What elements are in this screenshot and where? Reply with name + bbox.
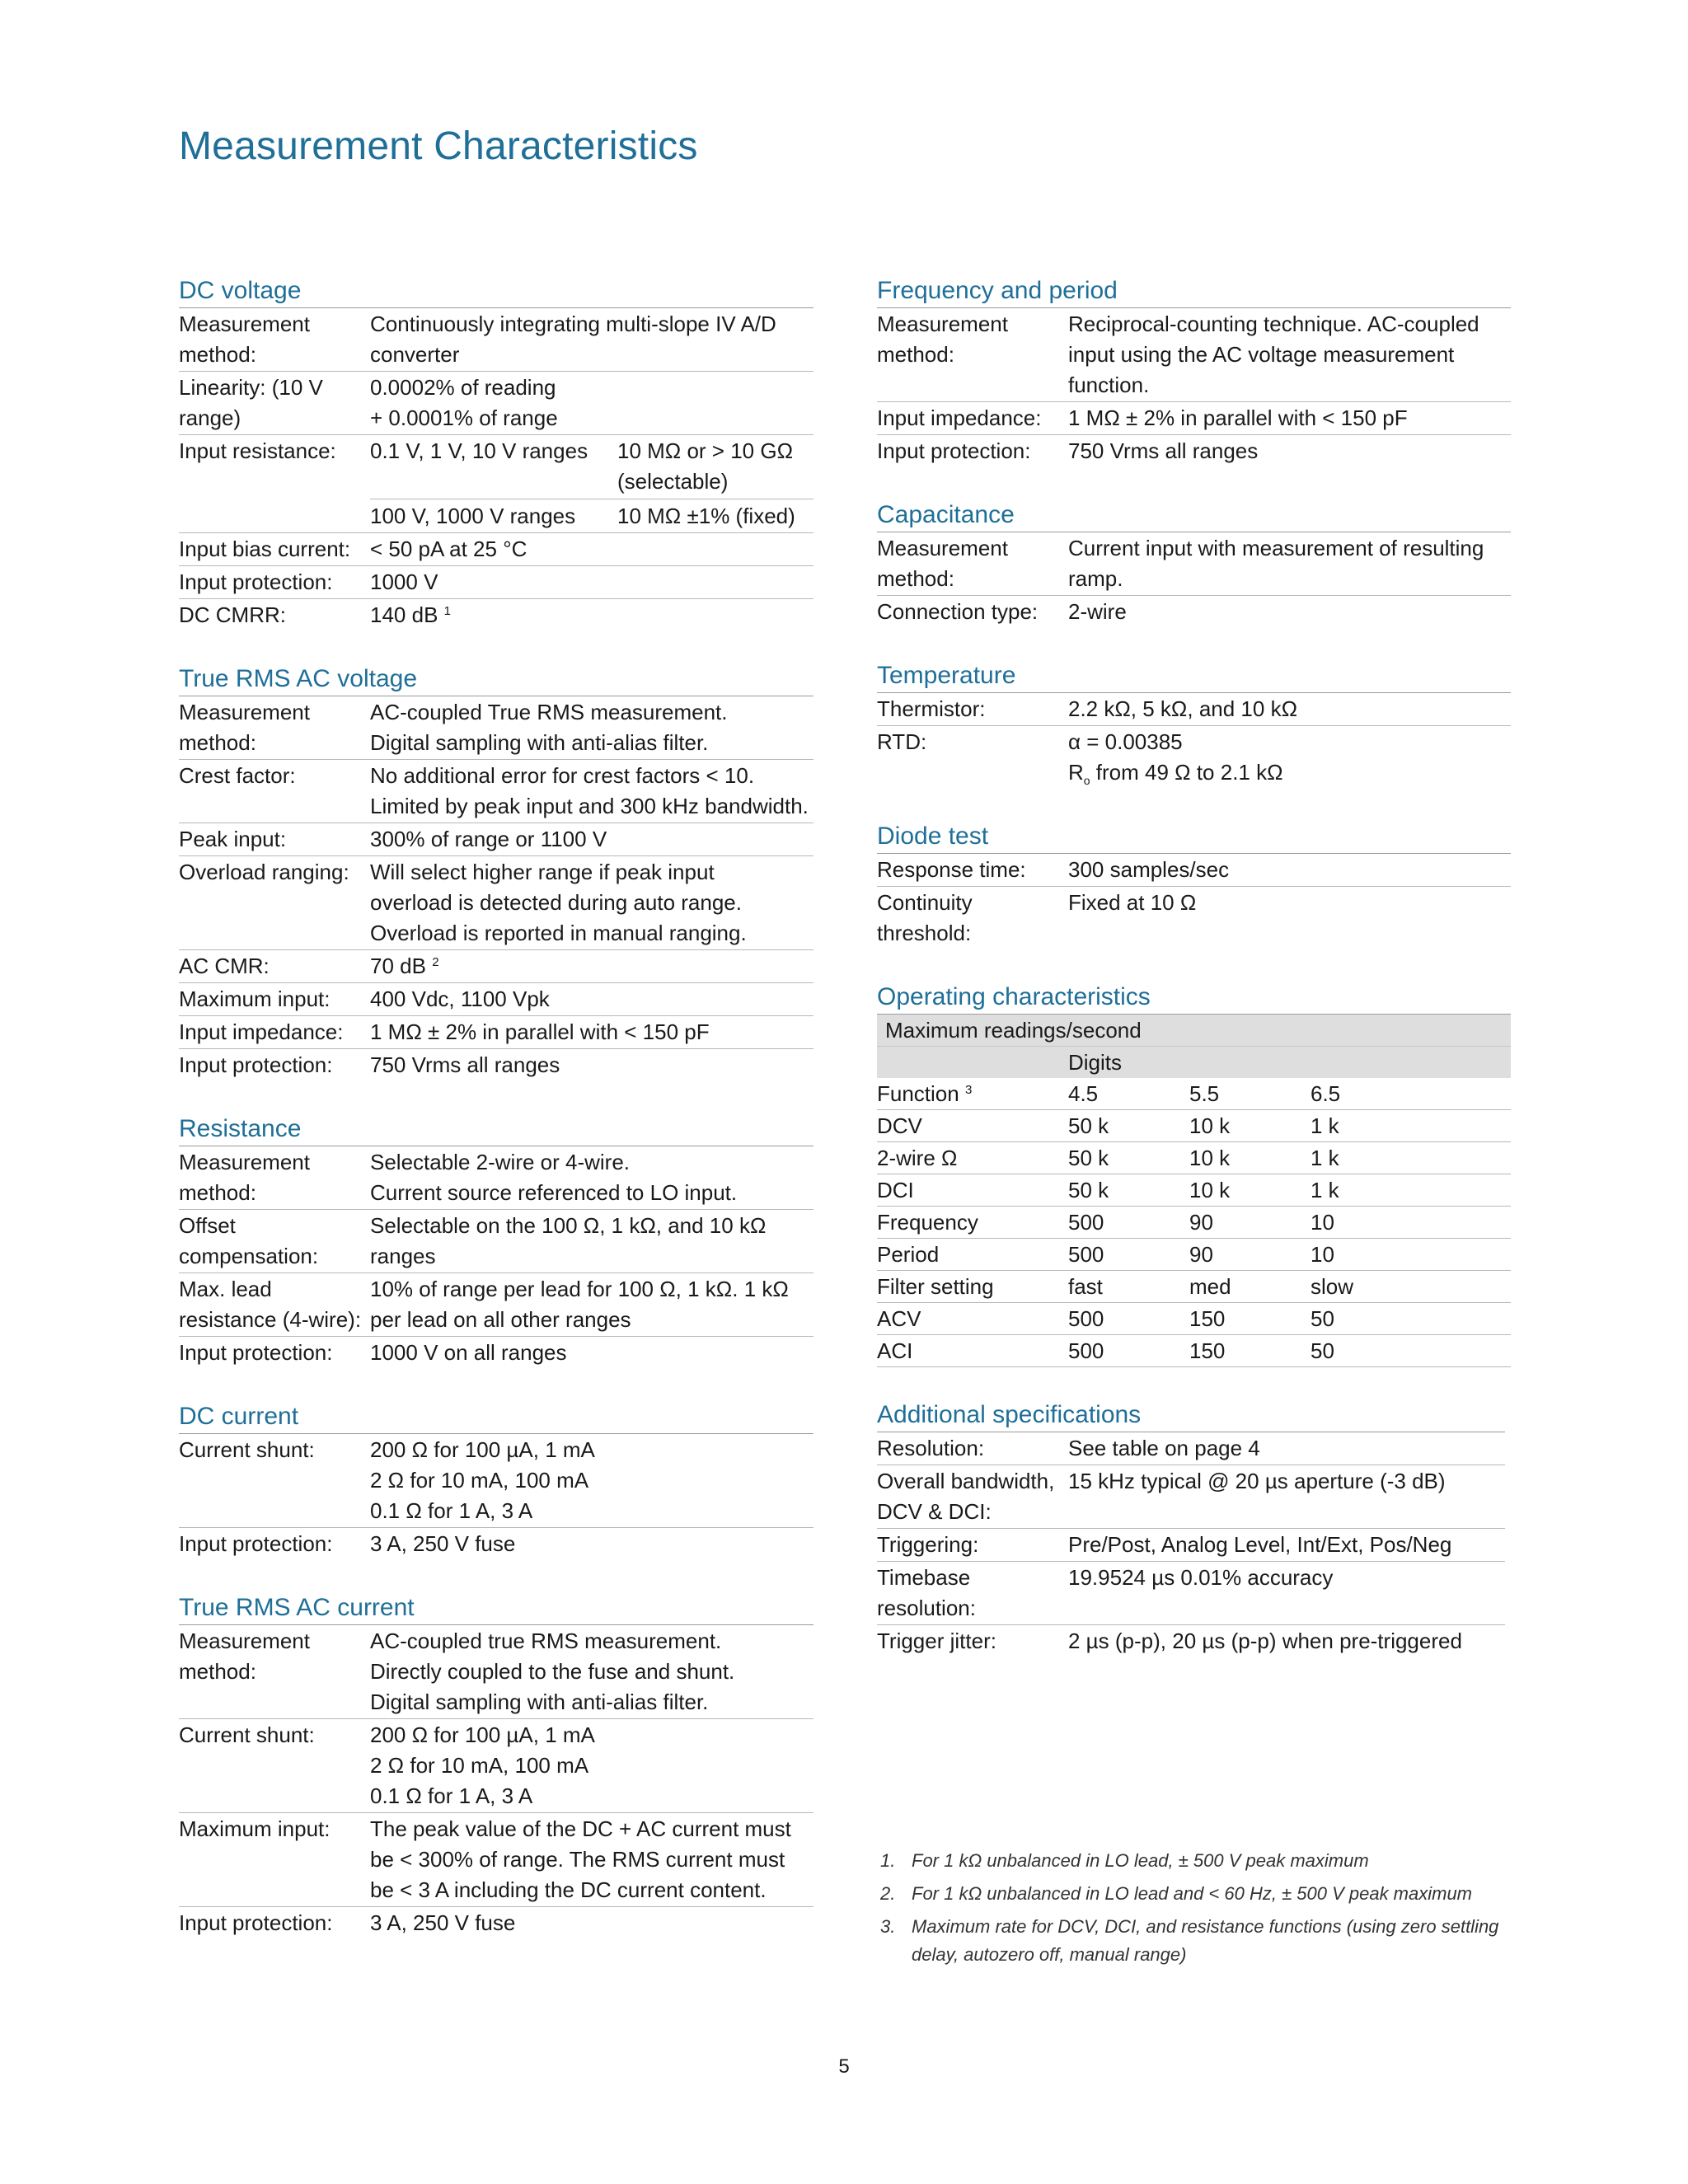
spec-label: Input protection:	[179, 1052, 333, 1077]
value-line: 0.0002% of reading	[370, 375, 556, 400]
function-cell: ACV	[877, 1306, 921, 1331]
footnote-text: For 1 kΩ unbalanced in LO lead and < 60 Hz, ± 500 V peak maximum	[912, 1883, 1473, 1904]
spec-row	[877, 1432, 1505, 1465]
section-title: Temperature	[877, 659, 1511, 693]
rate-cell: med	[1189, 1274, 1231, 1299]
spec-label: Input protection:	[179, 1910, 333, 1935]
rate-cell: 500	[1068, 1338, 1104, 1363]
table-body	[877, 1110, 1511, 1367]
footnote-number: 2.	[880, 1883, 896, 1904]
spec-value: 300 samples/sec	[1068, 857, 1230, 882]
value-line	[1068, 757, 1511, 788]
section-additional	[877, 1399, 1505, 1657]
spec-row	[179, 1434, 814, 1528]
table-subheader: Digits	[877, 1047, 1511, 1078]
section-ac-current	[179, 1591, 814, 1939]
section-title: DC current	[179, 1400, 814, 1434]
spec-row	[179, 1210, 814, 1273]
section-diode	[877, 820, 1511, 949]
spec-label: Triggering:	[877, 1532, 979, 1557]
spec-label: Continuity threshold:	[877, 890, 973, 945]
spec-row	[877, 887, 1511, 949]
spec-value: 1 MΩ ± 2% in parallel with < 150 pF	[370, 1019, 710, 1044]
spec-row	[877, 1562, 1505, 1625]
value-line: Digital sampling with anti-alias filter.	[370, 1690, 709, 1714]
spec-row	[877, 1465, 1505, 1529]
rate-cell: 500	[1068, 1306, 1104, 1331]
spec-label: Max. lead resistance (4-wire):	[179, 1277, 362, 1332]
spec-row	[179, 1907, 814, 1939]
rate-cell: 10 k	[1189, 1113, 1231, 1138]
section-title: Operating characteristics	[877, 981, 1511, 1015]
rate-cell: 150	[1189, 1338, 1226, 1363]
spec-label: Timebase resolution:	[877, 1565, 976, 1620]
spec-label: Current shunt:	[179, 1437, 315, 1462]
section-frequency	[877, 274, 1511, 467]
function-cell: ACI	[877, 1338, 913, 1363]
spec-label: Maximum input:	[179, 1816, 331, 1841]
spec-label: Measurement method:	[179, 312, 310, 367]
rate-cell: 50 k	[1068, 1113, 1109, 1138]
spec-value: 750 Vrms all ranges	[1068, 438, 1259, 463]
spec-row	[179, 696, 814, 760]
value-line: The peak value of the DC + AC current must	[370, 1816, 791, 1841]
spec-row	[877, 854, 1511, 887]
spec-label: Measurement method:	[179, 700, 310, 755]
spec-label: Response time:	[877, 857, 1026, 882]
value-line: + 0.0001% of range	[370, 405, 558, 430]
spec-value	[370, 761, 814, 822]
footnotes	[880, 1844, 1507, 1969]
spec-value: Selectable on the 100 Ω, 1 kΩ, and 10 kΩ ranges	[370, 1213, 767, 1268]
rate-cell: slow	[1311, 1274, 1354, 1299]
spec-label: RTD:	[877, 729, 927, 754]
value-line: α = 0.00385	[1068, 729, 1183, 754]
table-row	[877, 1110, 1511, 1142]
footnote-number: 1.	[880, 1850, 896, 1871]
spec-row	[179, 950, 814, 983]
spec-value	[370, 436, 814, 532]
spec-value	[370, 857, 814, 949]
section-dc-current	[179, 1400, 814, 1560]
value-line: 200 Ω for 100 µA, 1 mA	[370, 1722, 595, 1747]
spec-value: 3 A, 250 V fuse	[370, 1910, 516, 1935]
spec-value	[370, 600, 814, 630]
section-dc-voltage	[179, 274, 814, 631]
spec-value	[370, 951, 814, 982]
spec-row	[179, 760, 814, 823]
spec-row	[179, 1719, 814, 1813]
sub-value: 10 MΩ ±1% (fixed)	[617, 504, 795, 528]
section-title: Diode test	[877, 820, 1511, 854]
value-line: 2 Ω for 10 mA, 100 mA	[370, 1468, 589, 1493]
spec-value: 15 kHz typical @ 20 µs aperture (-3 dB)	[1068, 1469, 1446, 1493]
spec-value: 2.2 kΩ, 5 kΩ, and 10 kΩ	[1068, 696, 1298, 721]
spec-label: Input protection:	[877, 438, 1031, 463]
spec-label: Input protection:	[179, 569, 333, 594]
value-text: 70 dB	[370, 954, 426, 978]
section-ac-voltage	[179, 663, 814, 1081]
spec-label: Crest factor:	[179, 763, 296, 788]
footnote-number: 3.	[880, 1916, 896, 1937]
spec-value: 1000 V on all ranges	[370, 1340, 567, 1365]
section-title: Frequency and period	[877, 274, 1511, 308]
function-cell: 2-wire Ω	[877, 1146, 958, 1170]
spec-value: 2 µs (p-p), 20 µs (p-p) when pre-triggered	[1068, 1629, 1462, 1653]
page-title: Measurement Characteristics	[179, 124, 698, 168]
right-column	[877, 274, 1511, 1689]
footnote-ref: 3	[964, 1083, 973, 1097]
spec-value: 2-wire	[1068, 599, 1127, 624]
spec-value	[370, 1147, 814, 1208]
spec-row	[877, 1625, 1505, 1657]
spec-label: Resolution:	[877, 1436, 985, 1460]
value-line: Digital sampling with anti-alias filter.	[370, 730, 709, 755]
value-line: 0.1 Ω for 1 A, 3 A	[370, 1498, 533, 1523]
spec-label: Input resistance:	[179, 438, 336, 463]
value-line: Limited by peak input and 300 kHz bandwidth.	[370, 794, 809, 818]
function-cell: DCI	[877, 1178, 914, 1202]
spec-label: Input impedance:	[877, 405, 1042, 430]
spec-row	[877, 1529, 1505, 1562]
spec-value: 19.9524 µs 0.01% accuracy	[1068, 1565, 1334, 1590]
value-text: from 49 Ω to 2.1 kΩ	[1090, 760, 1283, 785]
value-line: Current source referenced to LO input.	[370, 1180, 738, 1205]
spec-row	[179, 1049, 814, 1081]
spec-row	[179, 599, 814, 631]
rate-cell: 1 k	[1311, 1146, 1339, 1170]
value-line: 2 Ω for 10 mA, 100 mA	[370, 1753, 589, 1778]
table-row	[877, 1239, 1511, 1271]
spec-label: AC CMR:	[179, 954, 270, 978]
value-line: Selectable 2-wire or 4-wire.	[370, 1150, 631, 1174]
value-line: AC-coupled true RMS measurement.	[370, 1629, 722, 1653]
spec-row	[179, 1625, 814, 1719]
spec-value: Current input with measurement of resulting ramp.	[1068, 536, 1484, 591]
spec-row	[179, 1146, 814, 1210]
footnote	[880, 1877, 1507, 1910]
sub-range: 100 V, 1000 V ranges	[370, 504, 576, 528]
spec-value: 400 Vdc, 1100 Vpk	[370, 987, 550, 1011]
spec-value	[370, 1435, 814, 1526]
table-row	[877, 1303, 1511, 1335]
spec-label: Current shunt:	[179, 1722, 315, 1747]
rate-cell: 50	[1311, 1338, 1334, 1363]
spec-value	[1068, 727, 1511, 788]
value-line: Overload is reported in manual ranging.	[370, 921, 747, 945]
value-line: Will select higher range if peak input	[370, 860, 715, 884]
rate-cell: 90	[1189, 1242, 1213, 1267]
spec-value	[370, 1814, 814, 1905]
spec-row	[877, 693, 1511, 726]
function-cell: DCV	[877, 1113, 922, 1138]
rate-cell: 10 k	[1189, 1146, 1231, 1170]
section-temperature	[877, 659, 1511, 789]
spec-label: Offset compensation:	[179, 1213, 319, 1268]
spec-row	[877, 726, 1511, 789]
table-row	[877, 1174, 1511, 1207]
table-row	[877, 1142, 1511, 1174]
table-column-header-row	[877, 1078, 1511, 1110]
spec-row	[179, 1813, 814, 1907]
rate-cell: 150	[1189, 1306, 1226, 1331]
spec-row	[179, 1273, 814, 1337]
spec-value	[370, 1720, 814, 1811]
rate-cell: 500	[1068, 1210, 1104, 1235]
value-text: R	[1068, 760, 1084, 785]
value-line: overload is detected during auto range.	[370, 890, 742, 915]
spec-row	[179, 566, 814, 599]
rate-cell: 10	[1311, 1242, 1334, 1267]
spec-row	[877, 596, 1511, 628]
spec-label: Maximum input:	[179, 987, 331, 1011]
page-number: 5	[838, 2055, 850, 2078]
rate-cell: 50	[1311, 1306, 1334, 1331]
table-header: Maximum readings/second	[877, 1015, 1511, 1047]
spec-label: Measurement method:	[179, 1629, 310, 1684]
spec-value	[370, 1626, 814, 1718]
spec-label: Input protection:	[179, 1531, 333, 1556]
function-header	[877, 1078, 1068, 1109]
column-header: 6.5	[1311, 1081, 1341, 1106]
column-header: 5.5	[1189, 1081, 1220, 1106]
section-title: Resistance	[179, 1113, 814, 1146]
spec-label: Connection type:	[877, 599, 1039, 624]
spec-label: Peak input:	[179, 827, 287, 851]
value-line: AC-coupled True RMS measurement.	[370, 700, 728, 724]
footnote-text: Maximum rate for DCV, DCI, and resistance functions (using zero settling delay, autozero off, manual range)	[912, 1916, 1499, 1965]
spec-label: Trigger jitter:	[877, 1629, 996, 1653]
spec-row	[179, 983, 814, 1016]
spec-value: Continuously integrating multi-slope IV A/D converter	[370, 312, 776, 367]
rate-cell: 10 k	[1189, 1178, 1231, 1202]
spec-label: Measurement method:	[179, 1150, 310, 1205]
spec-row	[179, 856, 814, 950]
spec-label: Measurement method:	[877, 312, 1008, 367]
spec-value: < 50 pA at 25 °C	[370, 537, 528, 561]
value-line: Directly coupled to the fuse and shunt.	[370, 1659, 735, 1684]
function-cell: Filter setting	[877, 1274, 994, 1299]
rate-cell: 90	[1189, 1210, 1213, 1235]
section-title: True RMS AC voltage	[179, 663, 814, 696]
rate-cell: fast	[1068, 1274, 1103, 1299]
spec-label: Input protection:	[179, 1340, 333, 1365]
spec-label: DC CMRR:	[179, 602, 286, 627]
rate-cell: 500	[1068, 1242, 1104, 1267]
footnote-ref: 1	[443, 604, 451, 618]
footnote	[880, 1910, 1507, 1969]
section-capacitance	[877, 499, 1511, 628]
function-cell: Period	[877, 1242, 940, 1267]
sub-value: 10 MΩ or > 10 GΩ (selectable)	[617, 438, 794, 494]
sub-row	[370, 501, 814, 532]
spec-row	[179, 372, 814, 435]
spec-label: Input impedance:	[179, 1019, 344, 1044]
spec-row	[179, 1337, 814, 1369]
spec-row	[179, 435, 814, 533]
spec-value: Fixed at 10 Ω	[1068, 890, 1197, 915]
footnote-text: For 1 kΩ unbalanced in LO lead, ± 500 V peak maximum	[912, 1850, 1369, 1871]
rate-cell: 10	[1311, 1210, 1334, 1235]
value-line: be < 300% of range. The RMS current must	[370, 1847, 785, 1872]
spec-value: Reciprocal-counting technique. AC-coupled input using the AC voltage measurement function.	[1068, 312, 1479, 397]
section-operating	[877, 981, 1511, 1367]
function-cell: Frequency	[877, 1210, 978, 1235]
sub-range: 0.1 V, 1 V, 10 V ranges	[370, 438, 588, 463]
spec-value: 10% of range per lead for 100 Ω, 1 kΩ. 1 kΩ per lead on all other ranges	[370, 1277, 789, 1332]
value-line: be < 3 A including the DC current content.	[370, 1877, 767, 1902]
value-line: 0.1 Ω for 1 A, 3 A	[370, 1783, 533, 1808]
spec-value: 750 Vrms all ranges	[370, 1052, 560, 1077]
table-row	[877, 1271, 1511, 1303]
value-line: 200 Ω for 100 µA, 1 mA	[370, 1437, 595, 1462]
spec-value: See table on page 4	[1068, 1436, 1260, 1460]
spec-label: Measurement method:	[877, 536, 1008, 591]
rate-cell: 1 k	[1311, 1178, 1339, 1202]
section-title: True RMS AC current	[179, 1591, 814, 1625]
header-text: Function	[877, 1081, 959, 1106]
footnote	[880, 1844, 1507, 1877]
sub-row	[370, 436, 814, 499]
left-column	[179, 274, 814, 1971]
spec-value: 1 MΩ ± 2% in parallel with < 150 pF	[1068, 405, 1408, 430]
spec-label: Overload ranging:	[179, 860, 349, 884]
operating-table	[877, 1015, 1511, 1367]
spec-row	[179, 1528, 814, 1560]
rate-cell: 50 k	[1068, 1178, 1109, 1202]
spec-row	[179, 823, 814, 856]
footnote-ref: 2	[432, 955, 439, 969]
spec-value: Pre/Post, Analog Level, Int/Ext, Pos/Neg	[1068, 1532, 1452, 1557]
subscript: o	[1083, 774, 1090, 787]
spec-row	[179, 533, 814, 566]
spec-row	[877, 402, 1511, 435]
spec-value: 3 A, 250 V fuse	[370, 1531, 516, 1556]
section-title: Additional specifications	[877, 1399, 1505, 1432]
value-line: No additional error for crest factors < 10.	[370, 763, 755, 788]
spec-row	[877, 308, 1511, 402]
spec-value: 300% of range or 1100 V	[370, 827, 607, 851]
spec-label: Linearity: (10 V range)	[179, 375, 323, 430]
spec-value: 1000 V	[370, 569, 438, 594]
rate-cell: 1 k	[1311, 1113, 1339, 1138]
spec-label: Overall bandwidth, DCV & DCI:	[877, 1469, 1055, 1524]
value-text: 140 dB	[370, 602, 438, 627]
spec-label: Thermistor:	[877, 696, 986, 721]
spec-row	[877, 532, 1511, 596]
column-header: 4.5	[1068, 1081, 1099, 1106]
spec-label: Input bias current:	[179, 537, 351, 561]
spec-row	[877, 435, 1511, 467]
section-title: DC voltage	[179, 274, 814, 308]
spec-value	[370, 373, 814, 434]
rate-cell: 50 k	[1068, 1146, 1109, 1170]
spec-value	[370, 697, 814, 758]
section-resistance	[179, 1113, 814, 1369]
section-title: Capacitance	[877, 499, 1511, 532]
spec-row	[179, 1016, 814, 1049]
table-row	[877, 1207, 1511, 1239]
spec-row	[179, 308, 814, 372]
table-row	[877, 1335, 1511, 1367]
